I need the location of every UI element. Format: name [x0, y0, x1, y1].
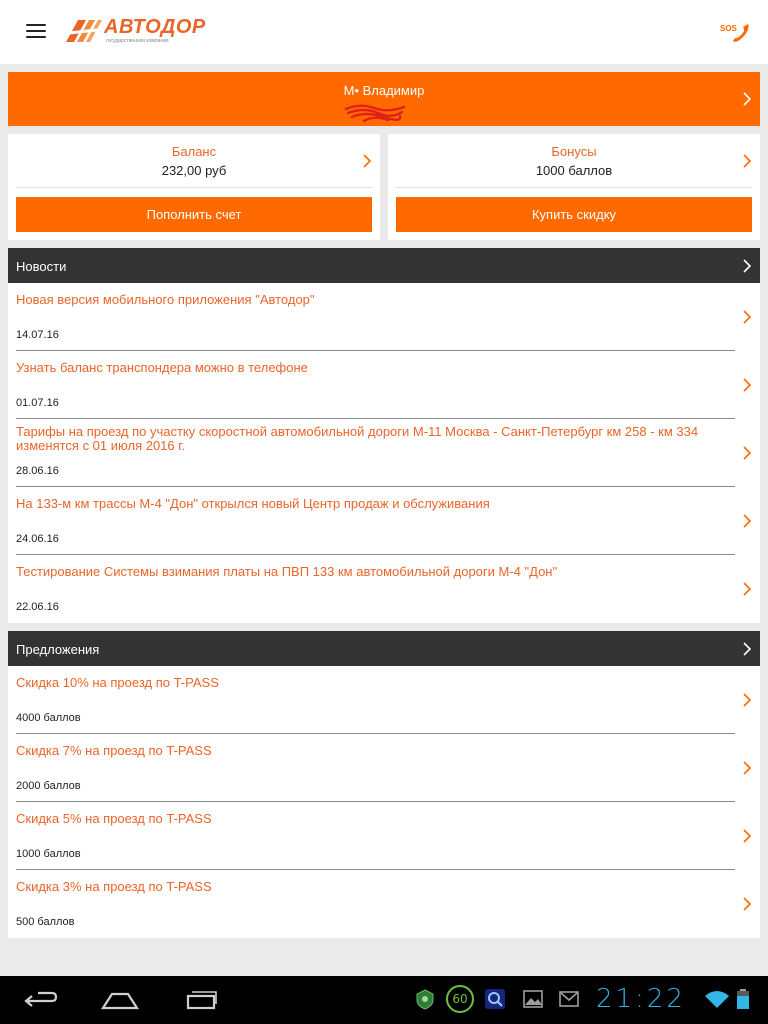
bonus-value: 1000 баллов [535, 163, 613, 178]
logo-subtitle: государственная компания [106, 38, 169, 44]
sos-label: SOS [720, 24, 737, 33]
bonus-card [388, 134, 760, 240]
recent-apps-icon[interactable] [182, 984, 220, 1016]
app-bar [0, 0, 768, 64]
avtodor-logo [64, 16, 206, 46]
offer-item[interactable] [8, 734, 760, 802]
chevron-right-icon [742, 92, 752, 106]
chevron-right-icon [742, 693, 752, 707]
bonus-title: Бонусы [551, 144, 597, 159]
news-item-title: Тестирование Системы взимания платы на ПВП 133 км автомобильной дороги М-4 "Дон" [16, 564, 558, 579]
offer-item-points: 4000 баллов [16, 712, 81, 724]
back-icon[interactable] [22, 984, 60, 1016]
news-item[interactable] [8, 351, 760, 419]
news-item[interactable] [8, 283, 760, 351]
balance-card [8, 134, 380, 240]
search-app-icon [484, 988, 506, 1010]
chevron-right-icon [742, 897, 752, 911]
news-item-title: Узнать баланс транспондера можно в телефоне [16, 360, 308, 375]
hamburger-menu-icon[interactable] [26, 24, 46, 40]
gmail-icon [558, 988, 580, 1010]
sos-button[interactable] [720, 20, 750, 44]
offer-item-points: 1000 баллов [16, 848, 81, 860]
system-nav-bar [0, 976, 768, 1024]
wifi-icon [704, 988, 730, 1010]
offer-item-title: Скидка 3% на проезд по T-PASS [16, 879, 212, 894]
chevron-right-icon [742, 829, 752, 843]
news-item-title: На 133-м км трассы М-4 "Дон" открылся новый Центр продаж и обслуживания [16, 496, 490, 511]
chevron-right-icon [742, 310, 752, 324]
phone-handset-icon [730, 22, 752, 44]
offers-section-title: Предложения [16, 642, 100, 657]
offer-item-points: 2000 баллов [16, 780, 81, 792]
logo-title: АВТОДОР [104, 16, 206, 38]
news-list [8, 283, 760, 623]
road-stripes-icon [64, 18, 102, 44]
offer-item-title: Скидка 10% на проезд по T-PASS [16, 675, 219, 690]
home-icon[interactable] [100, 984, 140, 1016]
chevron-right-icon [742, 761, 752, 775]
news-item-title: Новая версия мобильного приложения "Автодор" [16, 292, 315, 307]
top-up-button[interactable]: Пополнить счет [16, 197, 372, 232]
offer-item-title: Скидка 7% на проезд по T-PASS [16, 743, 212, 758]
buy-discount-button[interactable]: Купить скидку [396, 197, 752, 232]
news-item-date: 22.06.16 [16, 601, 59, 613]
news-section-title: Новости [16, 259, 67, 274]
news-item-title: Тарифы на проезд по участку скоростной автомобильной дороги М-11 Москва - Санкт-Петербург км 258 - км 334 изменятся с 01 июля 2016 г. [16, 424, 699, 453]
news-item-date: 14.07.16 [16, 329, 59, 341]
clock: 21:22 [596, 984, 686, 1014]
chevron-right-icon [742, 378, 752, 392]
offer-item-title: Скидка 5% на проезд по T-PASS [16, 811, 212, 826]
chevron-right-icon [742, 259, 752, 273]
news-section-header[interactable] [8, 248, 760, 283]
offer-item[interactable] [8, 870, 760, 938]
balance-value: 232,00 руб [161, 163, 227, 178]
battery-icon [736, 988, 750, 1010]
news-item[interactable] [8, 555, 760, 623]
offer-item[interactable] [8, 802, 760, 870]
bonus-header[interactable] [396, 134, 752, 188]
android-shield-icon [414, 988, 436, 1010]
chevron-right-icon [742, 642, 752, 656]
gallery-icon [522, 988, 544, 1010]
chevron-right-icon [742, 154, 752, 168]
news-item[interactable] [8, 419, 760, 487]
offer-item[interactable] [8, 666, 760, 734]
balance-title: Баланс [171, 144, 217, 159]
offer-item-points: 500 баллов [16, 916, 75, 928]
offers-section-header[interactable] [8, 631, 760, 666]
badge-60-icon: 60 [446, 985, 474, 1013]
balance-header[interactable] [16, 134, 372, 188]
chevron-right-icon [362, 154, 372, 168]
news-item-date: 24.06.16 [16, 533, 59, 545]
chevron-right-icon [742, 514, 752, 528]
news-item-date: 28.06.16 [16, 465, 59, 477]
news-item[interactable] [8, 487, 760, 555]
chevron-right-icon [742, 582, 752, 596]
offers-list [8, 666, 760, 938]
profile-name: М• Владимир [343, 83, 425, 98]
chevron-right-icon [742, 446, 752, 460]
redaction-scribble [344, 101, 406, 123]
news-item-date: 01.07.16 [16, 397, 59, 409]
